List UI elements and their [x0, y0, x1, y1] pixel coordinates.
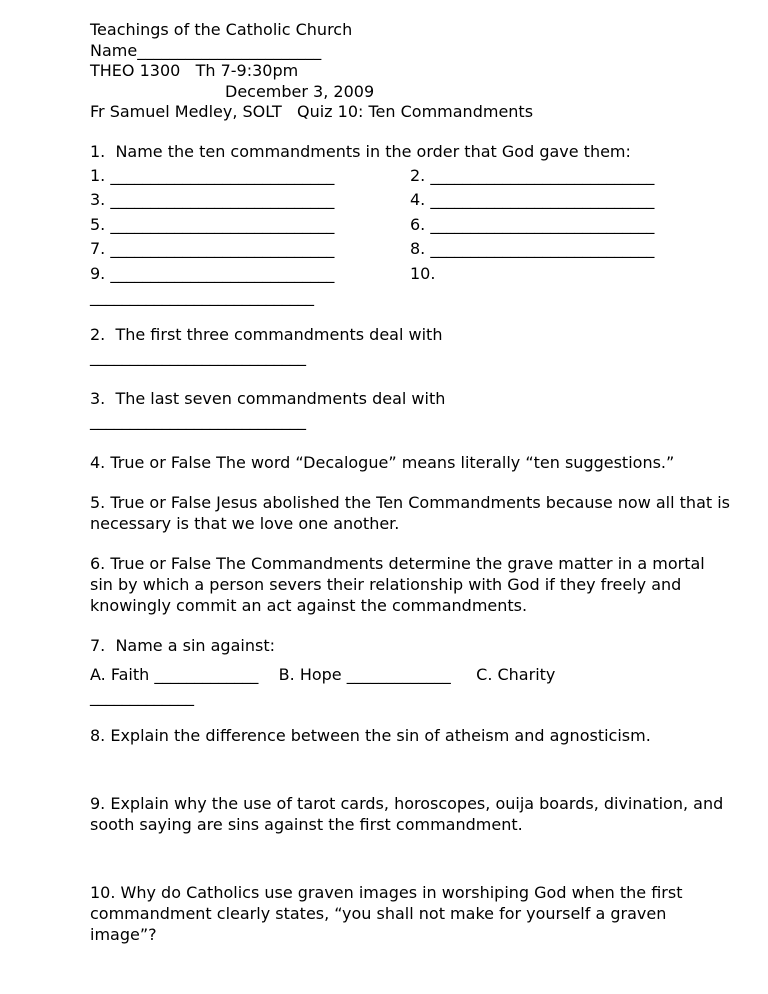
q1-blank-9: 9. ____________________________: [90, 263, 335, 283]
q1-blank-row: [90, 164, 730, 189]
q3-prompt: 3. The last seven commandments deal with: [90, 389, 446, 408]
q10-text: 10. Why do Catholics use graven images in worshiping God when the first commandment clearly states, “you shall not make for yourself a graven image”?: [90, 883, 683, 944]
q2-prompt: 2. The first three commandments deal with: [90, 325, 443, 344]
q1-blank-8: 8. ____________________________: [410, 239, 655, 258]
quiz-date: December 3, 2009: [225, 81, 375, 101]
q8-text: 8. Explain the difference between the sin of atheism and agnosticism.: [90, 726, 651, 745]
q1-blank-row: [90, 188, 730, 213]
q5-text: 5. True or False Jesus abolished the Ten Commandments because now all that is necessary is that we love one another.: [90, 493, 731, 533]
q1-blank-2: 2. ____________________________: [410, 165, 655, 185]
name-line: Name_______________________: [90, 40, 322, 60]
q1-prompt: 1. Name the ten commandments in the order that God gave them:: [90, 141, 631, 161]
q3-answer-line: ___________________________: [90, 411, 306, 430]
q2-answer-line: ___________________________: [90, 347, 306, 366]
q1-blank-row: [90, 213, 730, 238]
q1-trailing-line: ____________________________: [90, 287, 314, 306]
q1-blank-3: 3. ____________________________: [90, 190, 335, 209]
q4-text: 4. True or False The word “Decalogue” means literally “ten suggestions.”: [90, 453, 675, 472]
q1-blank-row: [90, 237, 730, 262]
course-title: Teachings of the Catholic Church: [90, 20, 353, 39]
q1-blank-6: 6. ____________________________: [410, 214, 655, 234]
q1-blank-10: 10.: [410, 263, 436, 283]
q6-text: 6. True or False The Commandments determine the grave matter in a mortal sin by which a person severs their relationship with God if they freely and knowingly commit an act against the commandments.: [90, 554, 705, 615]
q7-options: A. Faith _____________ B. Hope _____________ C. Charity: [90, 665, 556, 684]
course-code: THEO 1300 Th 7-9:30pm: [90, 61, 299, 80]
quiz-page: [90, 20, 730, 945]
q1-blank-7: 7. ____________________________: [90, 239, 335, 258]
q7-trailing-line: _____________: [90, 687, 194, 706]
q1-blank-row: [90, 262, 730, 287]
q9-text: 9. Explain why the use of tarot cards, horoscopes, ouija boards, divination, and sooth saying are sins against the first commandment.: [90, 794, 724, 834]
q1-blank-1: 1. ____________________________: [90, 165, 335, 185]
q1-blank-4: 4. ____________________________: [410, 190, 655, 209]
q1-blank-5: 5. ____________________________: [90, 214, 335, 234]
instructor-quiz-title: Fr Samuel Medley, SOLT Quiz 10: Ten Commandments: [90, 102, 534, 121]
q7-prompt: 7. Name a sin against:: [90, 636, 275, 655]
